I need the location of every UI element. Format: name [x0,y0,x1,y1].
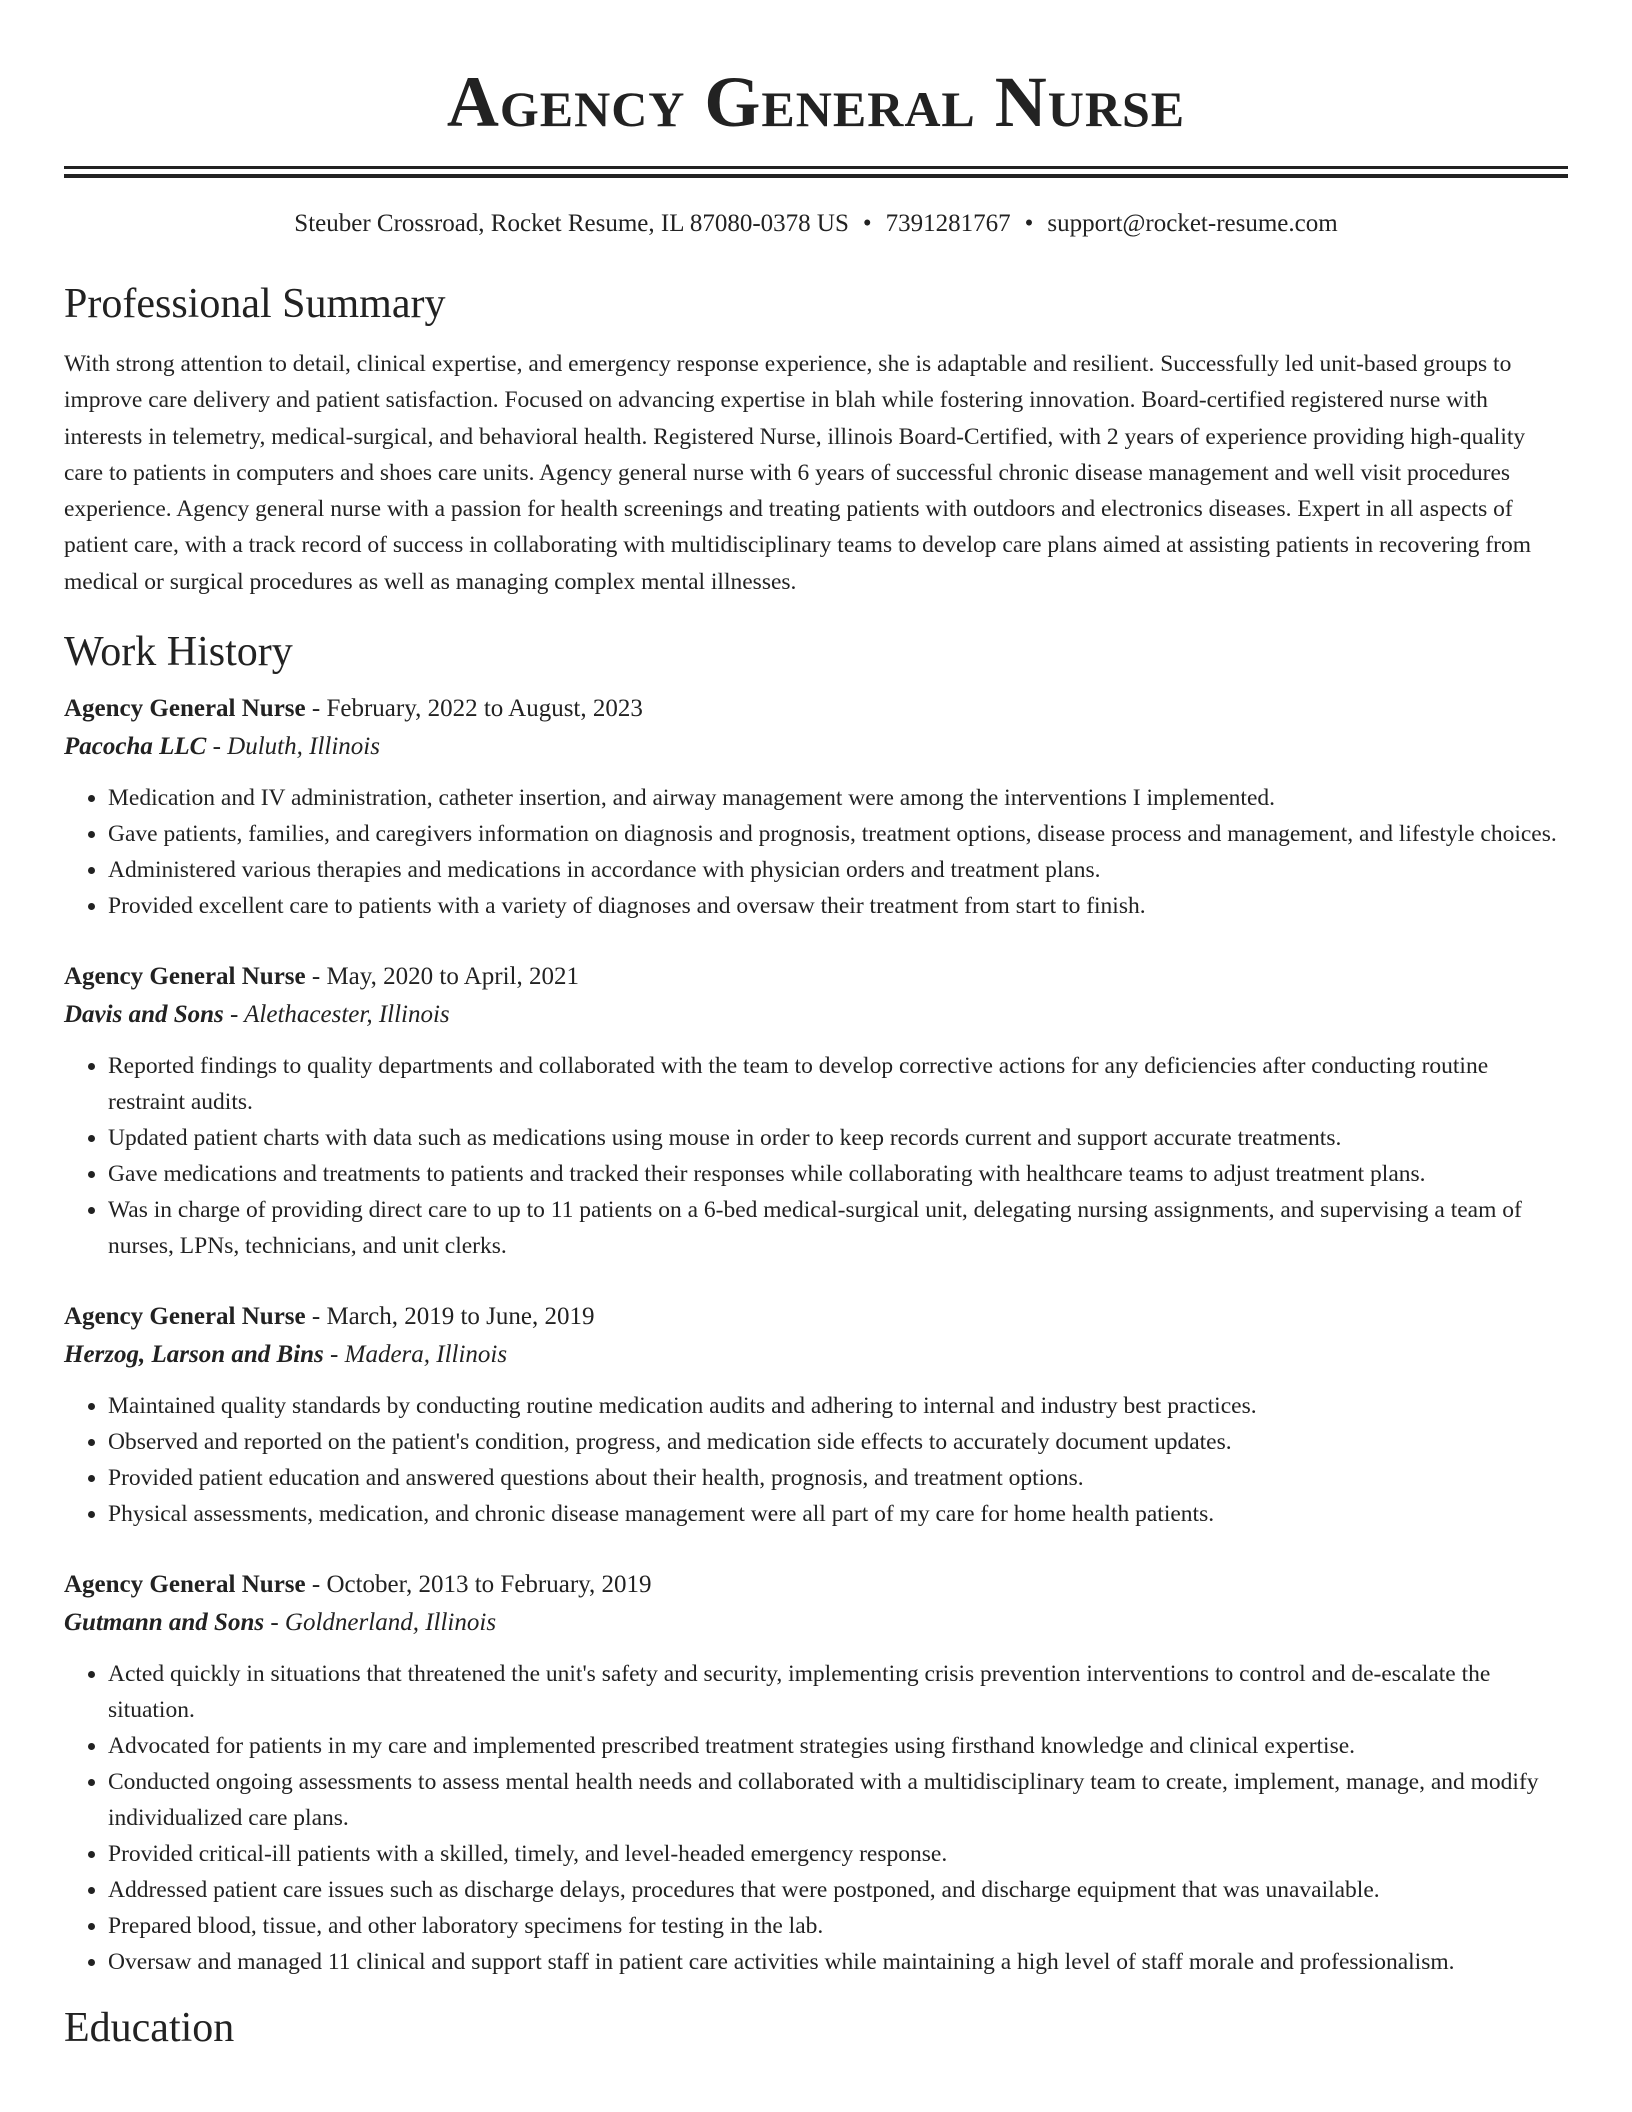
job-header [64,1298,1568,1336]
job-bullet: • Conducted ongoing assessments to assess mental health needs and collaborated with a multidisciplinary team to create, implement, manage, and modify individualized care plans. [108,1764,1568,1836]
job-location: - Goldnerland, Illinois [264,1609,497,1637]
contact-separator: • [1024,210,1034,237]
resume-title: Agency General Nurse [446,62,1186,142]
job-bullet: • Gave patients, families, and caregivers information on diagnosis and prognosis, treatment options, disease process and management, and lifestyle choices. [108,816,1568,852]
contact-phone: 7391281767 [885,210,1011,237]
contact-address: Steuber Crossroad, Rocket Resume, IL 87080-0378 US [294,210,849,237]
contact-separator: • [862,210,872,237]
education-heading: Education [64,2005,235,2052]
title-divider [64,166,1568,178]
job-header [64,690,1568,728]
contact-line [64,208,1568,240]
job-header [64,1566,1568,1604]
job-entry [64,958,1568,1264]
job-dates: - October, 2013 to February, 2019 [305,1571,652,1599]
job-location: - Alethacester, Illinois [223,1001,450,1029]
job-role: Agency General Nurse [64,963,306,991]
job-entry [64,1298,1568,1532]
job-bullets [64,1388,1568,1532]
job-bullet: • Physical assessments, medication, and chronic disease management were all part of my care for home health patients. [108,1496,1568,1532]
job-company: Pacocha LLC [64,733,207,761]
job-entry [64,690,1568,924]
job-bullet: • Administered various therapies and medications in accordance with physician orders and treatment plans. [108,852,1568,888]
job-dates: - February, 2022 to August, 2023 [305,695,643,723]
job-entry [64,1566,1568,1980]
job-bullets [64,1656,1568,1980]
job-bullets [64,780,1568,924]
job-role: Agency General Nurse [64,695,306,723]
job-bullet: • Gave medications and treatments to patients and tracked their responses while collaborating with healthcare teams to adjust treatment plans. [108,1156,1568,1192]
job-bullet: • Prepared blood, tissue, and other laboratory specimens for testing in the lab. [108,1908,1568,1944]
job-bullet: • Provided patient education and answered questions about their health, prognosis, and treatment options. [108,1460,1568,1496]
job-employer [64,1604,1568,1642]
job-employer [64,728,1568,766]
job-dates: - May, 2020 to April, 2021 [305,963,579,991]
contact-email[interactable]: support@rocket-resume.com [1047,210,1338,237]
job-bullet: • Observed and reported on the patient's condition, progress, and medication side effects to accurately document updates. [108,1424,1568,1460]
job-bullet: • Addressed patient care issues such as discharge delays, procedures that were postponed, and discharge equipment that was unavailable. [108,1872,1568,1908]
summary-text: With strong attention to detail, clinical expertise, and emergency response experience, she is adaptable and resilient. Successfully led unit-based groups to improve care delivery and patient satisfaction. Focused on advancing expertise in blah while fostering innovation. Board-certified registered nurse with interests in telemetry, medical-surgical, and behavioral health. Registered Nurse, illinois Board-Certified, with 2 years of experience providing high-quality care to patients in computers and shoes care units. Agency general nurse with 6 years of successful chronic disease management and well visit procedures experience. Agency general nurse with a passion for health screenings and treating patients with outdoors and electronics diseases. Expert in all aspects of patient care, with a track record of success in collaborating with multidisciplinary teams to develop care plans aimed at assisting patients in recovering from medical or surgical procedures as well as managing complex mental illnesses. [64,351,1531,595]
job-bullet: • Was in charge of providing direct care to up to 11 patients on a 6-bed medical-surgical unit, delegating nursing assignments, and supervising a team of nurses, LPNs, technicians, and unit clerks. [108,1192,1568,1264]
job-location: - Duluth, Illinois [206,733,380,761]
job-bullet: • Provided critical-ill patients with a skilled, timely, and level-headed emergency response. [108,1836,1568,1872]
job-bullet: • Medication and IV administration, catheter insertion, and airway management were among the interventions I implemented. [108,780,1568,816]
job-bullet: • Acted quickly in situations that threatened the unit's safety and security, implementing crisis prevention interventions to control and de-escalate the situation. [108,1656,1568,1728]
job-bullet: • Advocated for patients in my care and implemented prescribed treatment strategies using firsthand knowledge and clinical expertise. [108,1728,1568,1764]
job-bullet: • Provided excellent care to patients with a variety of diagnoses and oversaw their treatment from start to finish. [108,888,1568,924]
job-employer [64,996,1568,1034]
summary-heading: Professional Summary [64,281,446,327]
work-history-heading: Work History [64,629,293,676]
job-company: Herzog, Larson and Bins [64,1341,324,1369]
job-bullet: • Updated patient charts with data such as medications using mouse in order to keep records current and support accurate treatments. [108,1120,1568,1156]
job-bullet: • Maintained quality standards by conducting routine medication audits and adhering to internal and industry best practices. [108,1388,1568,1424]
job-company: Gutmann and Sons [64,1609,265,1637]
job-location: - Madera, Illinois [323,1341,508,1369]
job-role: Agency General Nurse [64,1571,306,1599]
resume-page [64,0,1568,2054]
job-employer [64,1336,1568,1374]
job-dates: - March, 2019 to June, 2019 [305,1303,595,1331]
job-company: Davis and Sons [64,1001,224,1029]
job-role: Agency General Nurse [64,1303,306,1331]
job-bullets [64,1048,1568,1264]
job-header [64,958,1568,996]
job-bullet: • Reported findings to quality departments and collaborated with the team to develop corrective actions for any deficiencies after conducting routine restraint audits. [108,1048,1568,1120]
job-bullet: • Oversaw and managed 11 clinical and support staff in patient care activities while maintaining a high level of staff morale and professionalism. [108,1944,1568,1980]
